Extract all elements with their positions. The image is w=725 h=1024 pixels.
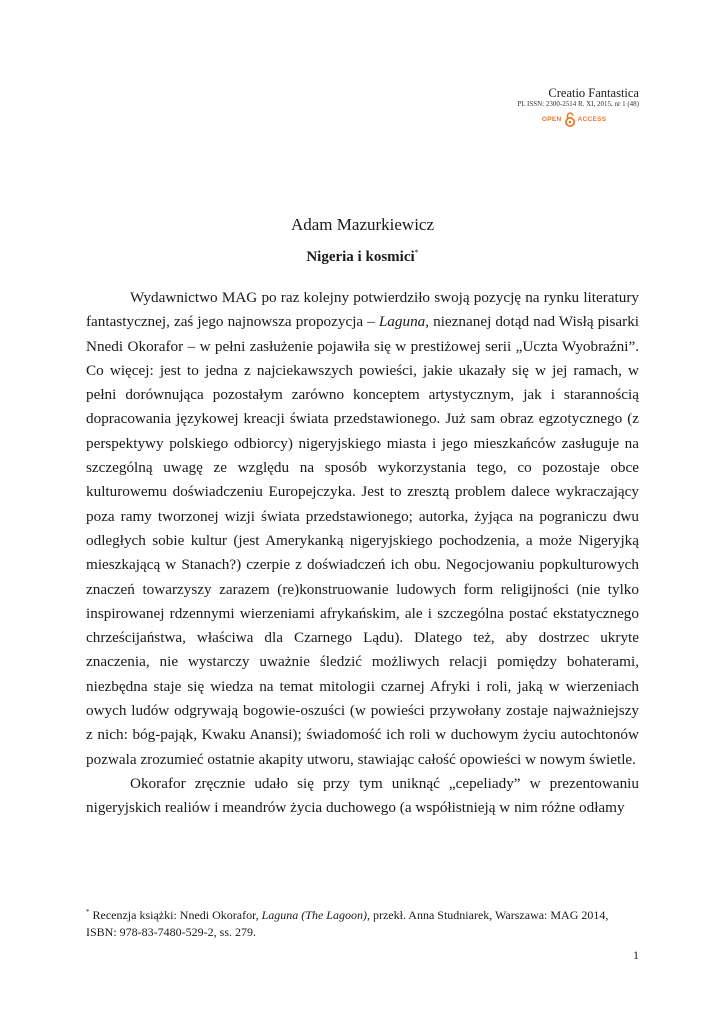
- journal-issn: PL ISSN: 2300-2514 R. XI, 2015, nr 1 (48): [517, 100, 639, 108]
- paragraph-2: [86, 772, 639, 821]
- paragraph-1: [86, 286, 639, 772]
- footnote: [86, 904, 639, 941]
- journal-name: Creatio Fantastica: [548, 86, 639, 100]
- article-author: Adam Mazurkiewicz: [290, 215, 435, 234]
- footnote-text: , przekł. Anna Studniarek, Warszawa: MAG 2014, ISBN: 978-83-7480-529-2, ss. 279.: [86, 908, 609, 939]
- paragraph-text: Okorafor zręcznie udało się przy tym uniknąć „cepeliady” w prezentowaniu nigeryjskich realiów i meandrów życia duchowego (a współistnieją w nim różne odłamy: [86, 774, 639, 817]
- paragraph-text: Wydawnictwo MAG po raz kolejny potwierdziło swoją pozycję na rynku literatury fantastycznej, zaś jego najnowsza propozycja –: [86, 289, 639, 331]
- open-access-left-label: OPEN: [541, 116, 562, 123]
- page-number: 1: [633, 948, 639, 962]
- paragraph-text: , nieznanej dotąd nad Wisłą pisarki Nnedi Okorafor – w pełni zasłużenie pojawiła się w prestiżowej serii „Uczta Wyobraźni”. Co więcej: jest to jedna z najciekawszych powieści, jakie ukazały się w jej ramach, w pełni dorównująca pozostałym zarówno konceptem artystycznym, jak i starannością dopracowania językowej kreacji świata przedstawionego. Już sam obraz egzotycznego (z perspektywy polskiego odbiorcy) nigeryjskiego miasta i jego mieszkańców zasługuje na szczególną uwagę ze względu na sposób wykorzystania tego, co pozostaje obce kulturowemu doświadczeniu Europejczyka. Jest to zresztą problem dalece wykraczający poza ramy tworzonej wizji świata przedstawionego; autorka, żyjąca na pograniczu dwu odległych sobie kultur (jest Amerykanką nigeryjskiego pochodzenia, a może Nigeryjką mieszkającą w Stanach?) czerpie z doświadczeń ich obu. Negocjowaniu popkulturowych znaczeń towarzyszy zarazem (re)konstruowanie ludowych form religijności (nie tylko inspirowanej rdzennymi wierzeniami afrykańskim, ale i szczególna postać ekstatycznego chrześcijaństwa, właściwa dla Czarnego Lądu). Dlatego też, aby dostrzec ukryte znaczenia, nie wystarczy uważnie śledzić możliwych relacji pomiędzy bohaterami, niezbędna staje się wiedza na temat mitologii czarnej Afryki i roli, jaką w wierzeniach owych ludów odgrywają bogowie-oszuści (w powieści przywołany zostaje najważniejszy z nich: bóg-pająk, Kwaku Anansi); świadomość ich roli w duchowym życiu autochtonów pozwala zrozumieć ostatnie akapity utworu, stawiając całość opowieści w nowym świetle.: [86, 313, 640, 768]
- footnote-book-title: Laguna (The Lagoon): [261, 908, 367, 922]
- open-access-right-label: ACCESS: [577, 116, 607, 123]
- book-title: Laguna: [378, 313, 426, 331]
- footnote-divider: [86, 896, 246, 897]
- footnote-text: Recenzja książki: Nnedi Okorafor,: [89, 908, 262, 922]
- footnote-marker: *: [86, 908, 90, 916]
- article-title-text: Nigeria i kosmici: [306, 249, 415, 265]
- footnote-reference: *: [414, 248, 419, 257]
- open-access-lock-icon: [565, 112, 575, 127]
- journal-header: [517, 86, 639, 127]
- article-title: [0, 243, 725, 267]
- article-body: [86, 286, 639, 821]
- open-access-badge: [517, 112, 631, 127]
